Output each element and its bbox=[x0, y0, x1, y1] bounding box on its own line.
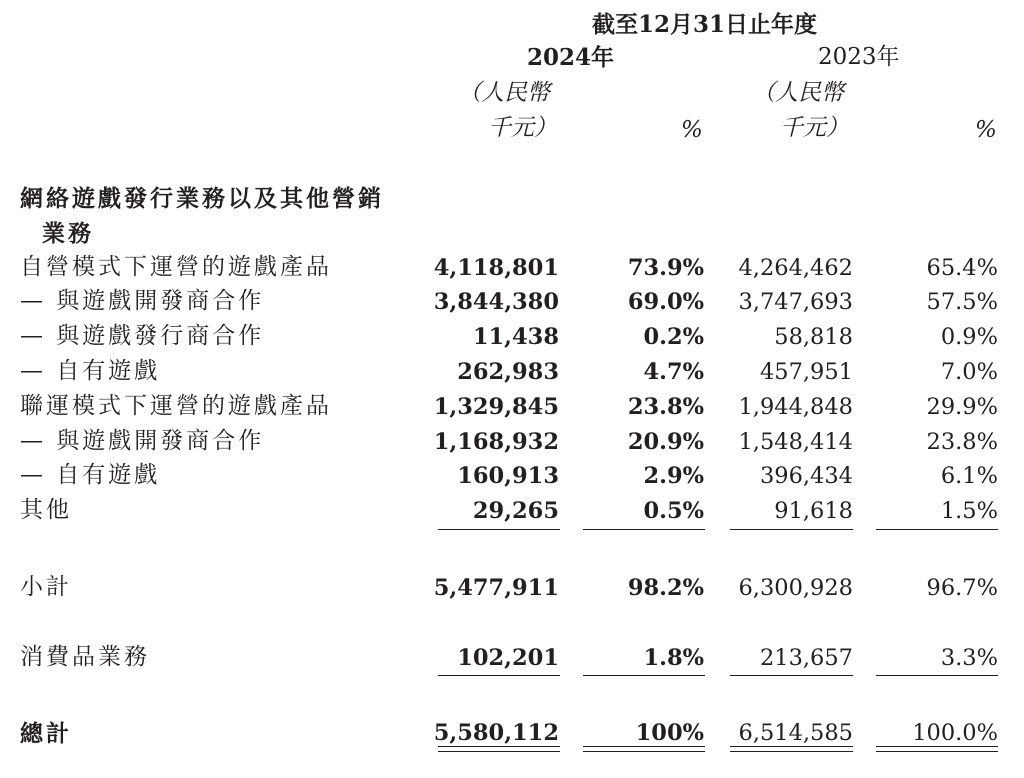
double-divider bbox=[438, 746, 560, 752]
pct-2024: 69.0% bbox=[627, 289, 704, 315]
divider bbox=[876, 529, 998, 530]
subtotal-2024: 5,477,911 bbox=[433, 575, 559, 601]
divider bbox=[583, 529, 705, 530]
value-2023: 1,944,848 bbox=[738, 394, 853, 420]
pct-2023: 7.0% bbox=[940, 359, 998, 385]
value-2024: 1,329,845 bbox=[433, 394, 559, 420]
value-2024: 29,265 bbox=[472, 498, 559, 524]
total-label: 總計 bbox=[20, 720, 72, 747]
year-2023-header: 2023年 bbox=[818, 44, 900, 70]
divider bbox=[730, 675, 853, 676]
value-2024: 262,983 bbox=[457, 359, 559, 385]
double-divider bbox=[876, 746, 998, 752]
pct-2024: 73.9% bbox=[627, 255, 704, 281]
pct-2023-header: % bbox=[975, 117, 997, 143]
row-label: 聯運模式下運營的遊戲產品 bbox=[20, 393, 332, 419]
row-label: — 與遊戲開發商合作 bbox=[20, 288, 265, 314]
divider bbox=[730, 529, 853, 530]
subtotal-label: 小計 bbox=[20, 574, 72, 600]
value-2023: 3,747,693 bbox=[738, 289, 853, 315]
pct-2024: 0.2% bbox=[643, 324, 704, 350]
pct-2023: 0.9% bbox=[940, 324, 998, 350]
double-divider bbox=[730, 746, 853, 752]
pct-2024: 2.9% bbox=[643, 463, 704, 489]
consumer-label: 消費品業務 bbox=[20, 644, 150, 670]
row-label: — 自有遊戲 bbox=[20, 358, 161, 384]
section-title: 網絡遊戲發行業務以及其他營銷 bbox=[20, 185, 384, 212]
total-2024: 5,580,112 bbox=[433, 720, 559, 746]
total-pct-2023: 100.0% bbox=[912, 720, 998, 746]
pct-2024: 0.5% bbox=[643, 498, 704, 524]
value-2023: 58,818 bbox=[774, 324, 853, 350]
value-2024: 3,844,380 bbox=[433, 289, 559, 315]
pct-2023: 29.9% bbox=[926, 394, 998, 420]
divider bbox=[438, 675, 560, 676]
consumer-2023: 213,657 bbox=[759, 645, 853, 671]
unit-2023-line2: 千元） bbox=[780, 115, 849, 141]
subtotal-pct-2024: 98.2% bbox=[627, 575, 704, 601]
value-2023: 457,951 bbox=[759, 359, 853, 385]
unit-2024-line1: （人民幣 bbox=[458, 80, 550, 106]
row-label: — 與遊戲發行商合作 bbox=[20, 323, 265, 349]
value-2023: 4,264,462 bbox=[738, 255, 853, 281]
subtotal-2023: 6,300,928 bbox=[738, 575, 853, 601]
value-2024: 1,168,932 bbox=[433, 429, 559, 455]
year-2024-header: 2024年 bbox=[527, 44, 615, 71]
pct-2023: 65.4% bbox=[926, 255, 998, 281]
value-2023: 396,434 bbox=[759, 463, 853, 489]
divider bbox=[438, 529, 560, 530]
unit-2023-line1: （人民幣 bbox=[752, 80, 844, 106]
consumer-pct-2024: 1.8% bbox=[643, 645, 704, 671]
total-2023: 6,514,585 bbox=[738, 720, 853, 746]
row-label: 自營模式下運營的遊戲產品 bbox=[20, 254, 332, 280]
pct-2024-header: % bbox=[681, 117, 703, 143]
section-title-cont: 業務 bbox=[42, 220, 94, 247]
pct-2023: 57.5% bbox=[926, 289, 998, 315]
unit-2024-line2: 千元） bbox=[488, 115, 557, 141]
row-label: — 自有遊戲 bbox=[20, 462, 161, 488]
row-label: 其他 bbox=[20, 497, 72, 523]
value-2023: 91,618 bbox=[774, 498, 853, 524]
pct-2024: 23.8% bbox=[627, 394, 704, 420]
consumer-2024: 102,201 bbox=[457, 645, 559, 671]
divider bbox=[583, 675, 705, 676]
row-label: — 與遊戲開發商合作 bbox=[20, 428, 265, 454]
pct-2024: 20.9% bbox=[627, 429, 704, 455]
period-header: 截至12月31日止年度 bbox=[592, 11, 818, 38]
value-2024: 4,118,801 bbox=[433, 255, 559, 281]
consumer-pct-2023: 3.3% bbox=[940, 645, 998, 671]
divider bbox=[876, 675, 998, 676]
value-2024: 160,913 bbox=[457, 463, 559, 489]
pct-2023: 23.8% bbox=[926, 429, 998, 455]
value-2024: 11,438 bbox=[472, 324, 559, 350]
double-divider bbox=[583, 746, 705, 752]
subtotal-pct-2023: 96.7% bbox=[926, 575, 998, 601]
pct-2023: 1.5% bbox=[940, 498, 998, 524]
pct-2023: 6.1% bbox=[940, 463, 998, 489]
pct-2024: 4.7% bbox=[643, 359, 704, 385]
value-2023: 1,548,414 bbox=[738, 429, 853, 455]
total-pct-2024: 100% bbox=[635, 720, 704, 746]
